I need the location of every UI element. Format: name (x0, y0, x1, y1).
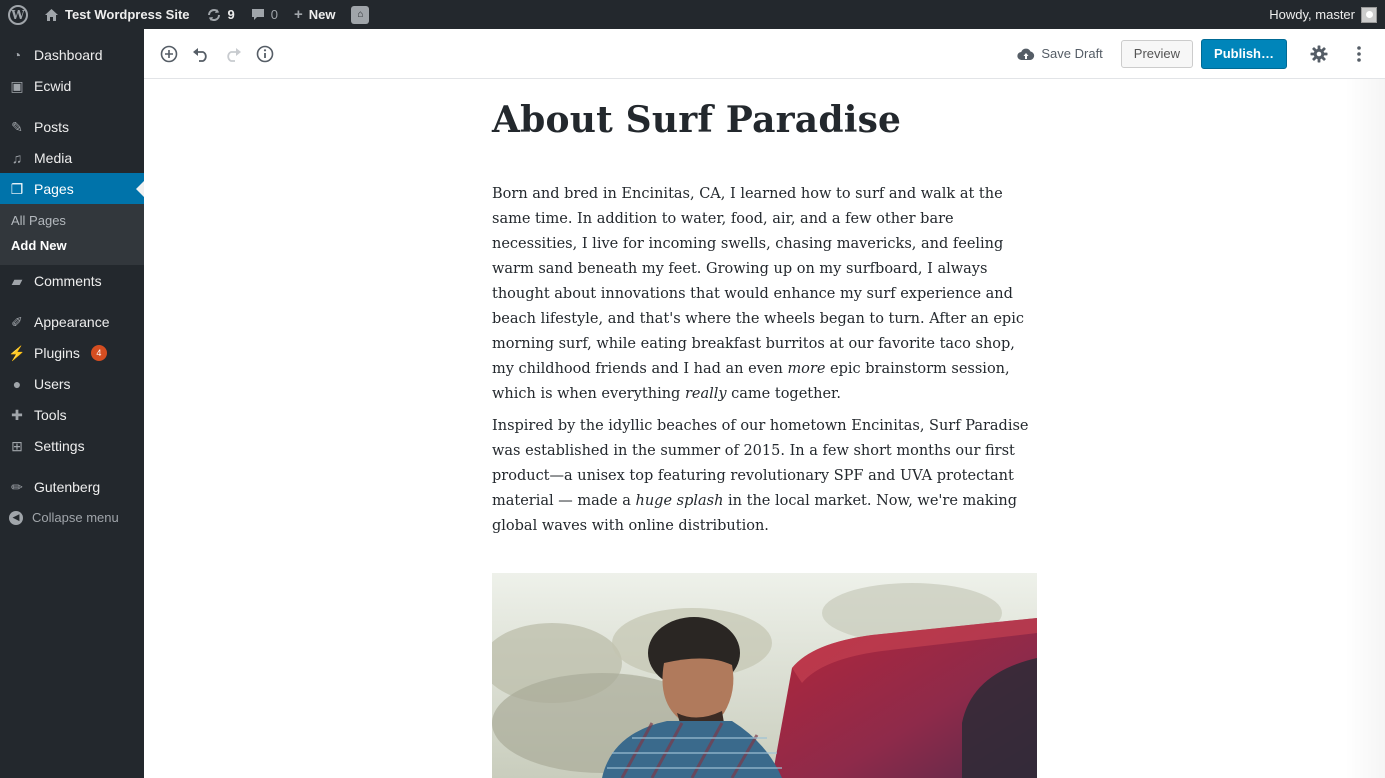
paragraph-block-1[interactable] (492, 182, 1037, 407)
emphasis-text: more (787, 361, 826, 377)
plus-circle-icon (160, 45, 178, 63)
comments-count: 0 (270, 7, 278, 22)
image-block[interactable] (492, 573, 1037, 778)
collapse-menu-button[interactable] (0, 502, 144, 533)
pages-icon: ❐ (10, 180, 24, 197)
save-draft-button[interactable] (1007, 46, 1112, 61)
sidebar-item-pages[interactable] (0, 173, 144, 204)
sidebar-item-label: Plugins (34, 344, 80, 361)
comment-icon: ▰ (11, 272, 23, 289)
sidebar-item-label: Gutenberg (34, 478, 101, 495)
sidebar-item-label: Pages (34, 180, 74, 197)
home-icon (44, 8, 59, 22)
media-icon: ♫ (11, 149, 23, 166)
site-name-label: Test Wordpress Site (65, 7, 190, 22)
cloud-upload-icon (1017, 47, 1035, 61)
plus-icon: + (293, 6, 303, 23)
brush-icon: ✐ (11, 313, 23, 330)
sidebar-item-posts[interactable] (0, 111, 144, 142)
redo-icon (224, 46, 242, 62)
info-icon (256, 45, 274, 63)
vertical-ellipsis-icon (1356, 45, 1362, 63)
more-options-button[interactable] (1343, 38, 1375, 70)
account-menu[interactable] (1269, 7, 1385, 23)
emphasis-text: really (684, 386, 727, 402)
comment-icon (251, 8, 265, 21)
paragraph-text: in the local market. Now, we're making global waves with online distribution. (492, 493, 1017, 534)
pencil-icon: ✏ (11, 478, 23, 495)
new-content-link[interactable] (286, 0, 344, 29)
ecwid-icon: ▣ (10, 77, 24, 94)
wordpress-logo-icon: W (8, 5, 28, 25)
ecwid-cart-icon: ⌂ (351, 6, 369, 24)
sidebar-item-appearance[interactable] (0, 306, 144, 337)
undo-button[interactable] (185, 38, 217, 70)
wordpress-logo-button[interactable] (0, 0, 36, 29)
info-button[interactable] (249, 38, 281, 70)
gear-icon (1310, 45, 1328, 63)
submenu-add-new[interactable]: Add New (11, 238, 67, 253)
admin-sidebar (0, 29, 144, 778)
paragraph-text: came together. (726, 386, 841, 402)
sidebar-item-dashboard[interactable] (0, 39, 144, 70)
greeting-label: Howdy, master (1269, 7, 1355, 22)
user-icon: ● (12, 375, 22, 392)
sidebar-item-label: Settings (34, 437, 85, 454)
redo-button[interactable] (217, 38, 249, 70)
collapse-arrow-icon: ◀ (9, 511, 23, 525)
editor-toolbar (144, 29, 1385, 79)
pages-submenu (0, 204, 144, 265)
sidebar-item-label: Posts (34, 118, 70, 135)
paragraph-text: Born and bred in Encinitas, CA, I learned how to surf and walk at the same time. In addition to water, food, air, and a few other bare necessities, I live for incoming swells, chasing mavericks, and feeling warm sand beneath my feet. Growing up on my surfboard, I always thought about innovations that would enhance my surf experience and beach lifestyle, and that's where the wheels began to turn. After an epic morning surf, while eating breakfast burritos at our favorite taco shop, my childhood friends and I had an even (492, 186, 1024, 377)
plugin-icon: ⚡ (8, 344, 26, 361)
add-block-button[interactable] (153, 38, 185, 70)
paragraph-text: Inspired by the idyllic beaches of our hometown Encinitas, Surf Paradise was established in the summer of 2015. In a few short months our first product—a unisex top featuring revolutionary SPF and UVA protectant material — made a (492, 418, 1029, 509)
new-label: New (308, 7, 336, 22)
sidebar-item-label: Comments (34, 272, 102, 289)
sidebar-item-tools[interactable] (0, 399, 144, 430)
updates-count: 9 (227, 7, 235, 22)
dashboard-icon: ◔ (12, 46, 22, 63)
sidebar-item-label: Dashboard (34, 46, 103, 63)
settings-icon: ⊞ (11, 437, 23, 454)
sidebar-item-label: Tools (34, 406, 67, 423)
sidebar-item-users[interactable] (0, 368, 144, 399)
undo-icon (192, 46, 210, 62)
sidebar-item-label: Ecwid (34, 77, 72, 94)
preview-button[interactable]: Preview (1121, 40, 1193, 68)
editor-canvas (144, 79, 1385, 778)
comments-link[interactable] (243, 0, 286, 29)
plugins-update-badge: 4 (91, 345, 107, 361)
sidebar-item-label: Appearance (34, 313, 110, 330)
updates-link[interactable] (198, 0, 243, 29)
sidebar-item-comments[interactable] (0, 265, 144, 296)
sidebar-item-settings[interactable] (0, 430, 144, 461)
sidebar-item-label: Media (34, 149, 73, 166)
sidebar-item-media[interactable] (0, 142, 144, 173)
avatar (1361, 7, 1377, 23)
save-draft-label: Save Draft (1041, 46, 1103, 61)
publish-button[interactable]: Publish… (1201, 39, 1287, 69)
sidebar-item-gutenberg[interactable] (0, 471, 144, 502)
scroll-shadow (1345, 79, 1385, 778)
wrench-icon: ✚ (11, 406, 23, 423)
refresh-icon (206, 8, 222, 22)
paragraph-block-2[interactable] (492, 414, 1037, 539)
surfer-photo-image (492, 573, 1037, 778)
ecwid-admin-link[interactable] (343, 0, 377, 29)
sidebar-item-ecwid[interactable] (0, 70, 144, 101)
emphasis-text: huge splash (635, 493, 724, 509)
admin-bar (0, 0, 1385, 29)
post-title[interactable]: About Surf Paradise (492, 99, 902, 141)
site-name-link[interactable] (36, 0, 198, 29)
sidebar-item-plugins[interactable] (0, 337, 144, 368)
paragraph-text: epic brainstorm session, which is when everything (492, 361, 1010, 402)
sidebar-item-label: Users (34, 375, 71, 392)
settings-button[interactable] (1303, 38, 1335, 70)
pin-icon: ✎ (11, 118, 23, 135)
submenu-all-pages[interactable]: All Pages (11, 213, 66, 228)
collapse-menu-label: Collapse menu (32, 510, 119, 525)
